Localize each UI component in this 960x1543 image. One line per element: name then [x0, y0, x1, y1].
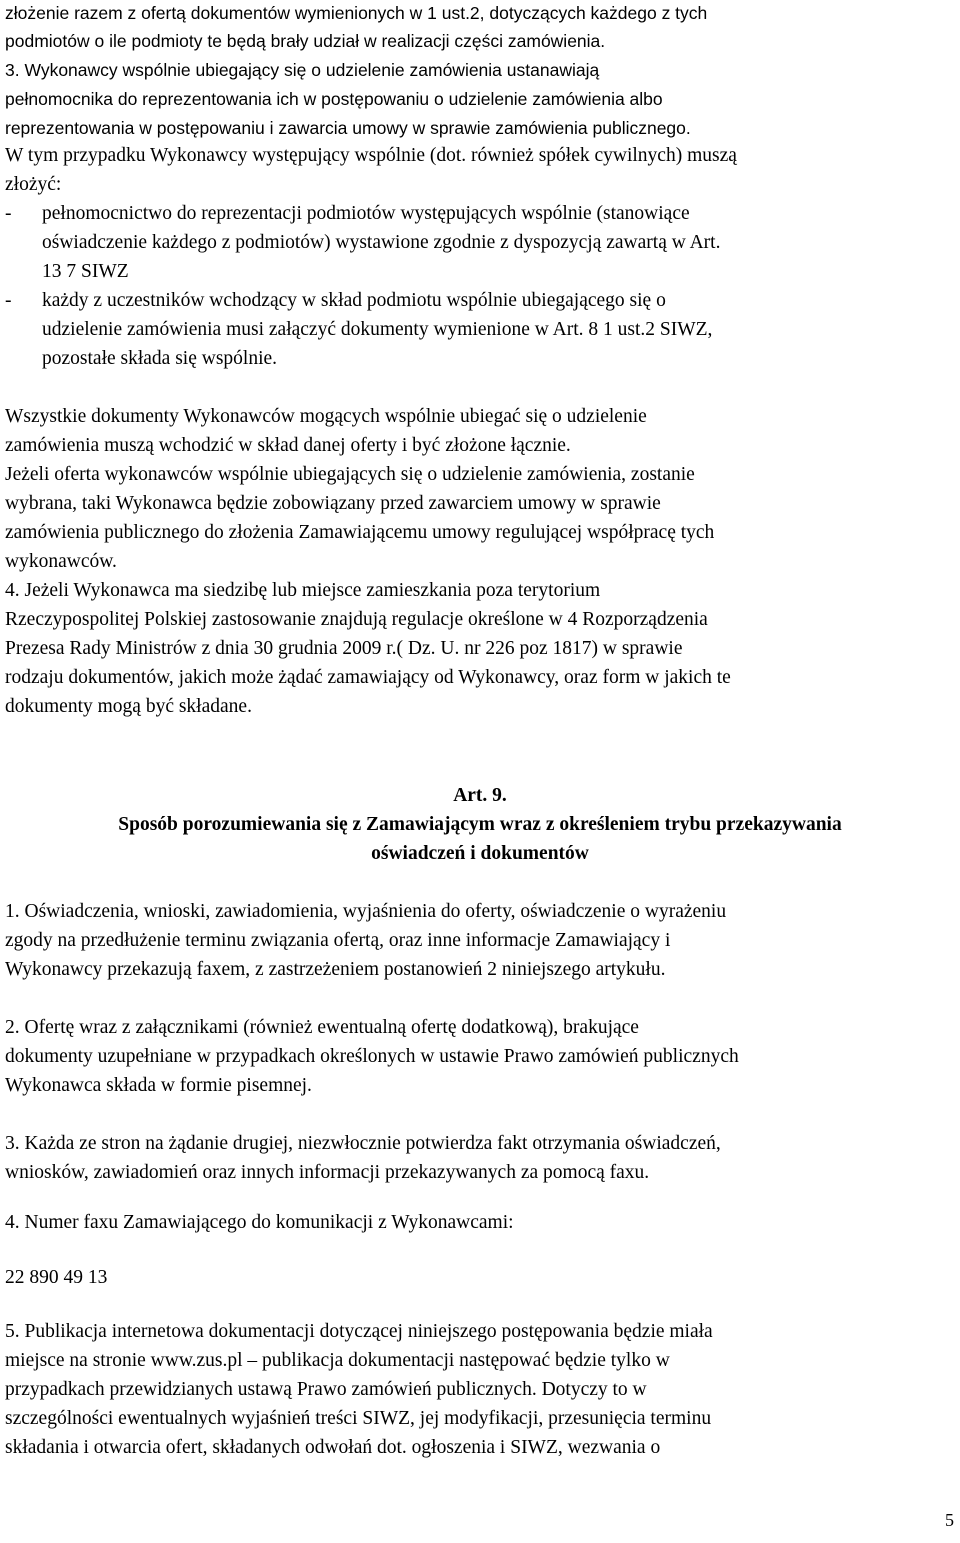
text-line: dokumenty mogą być składane.: [5, 696, 252, 717]
text-line: wykonawców.: [5, 551, 117, 572]
text-line: Wykonawca składa w formie pisemnej.: [5, 1075, 312, 1096]
text-line: 5. Publikacja internetowa dokumentacji dotyczącej niniejszego postępowania będzie miała: [5, 1321, 713, 1342]
article-number: Art. 9.: [453, 785, 507, 806]
text-line: Rzeczypospolitej Polskiej zastosowanie znajdują regulacje określone w 4 Rozporządzenia: [5, 609, 708, 630]
text-line: miejsce na stronie www.zus.pl – publikacja dokumentacji następować będzie tylko w: [5, 1350, 670, 1371]
text-line: 3. Wykonawcy wspólnie ubiegający się o udzielenie zamówienia ustanawiają: [5, 60, 600, 80]
text-line: 3. Każda ze stron na żądanie drugiej, niezwłocznie potwierdza fakt otrzymania oświadczeń,: [5, 1133, 721, 1154]
text-line: pełnomocnika do reprezentowania ich w postępowaniu o udzielenie zamówienia albo: [5, 89, 663, 109]
text-line: Prezesa Rady Ministrów z dnia 30 grudnia 2009 r.( Dz. U. nr 226 poz 1817) w sprawie: [5, 638, 683, 659]
article-title: oświadczeń i dokumentów: [371, 843, 589, 864]
article-title: Sposób porozumiewania się z Zamawiającym wraz z określeniem trybu przekazywania: [118, 814, 842, 835]
text-line: Wykonawcy przekazują faxem, z zastrzeżeniem postanowień 2 niniejszego artykułu.: [5, 959, 666, 980]
fax-number: 22 890 49 13: [5, 1267, 108, 1288]
text-line: zgody na przedłużenie terminu związania ofertą, oraz inne informacje Zamawiający i: [5, 930, 671, 951]
text-line: rodzaju dokumentów, jakich może żądać zamawiający od Wykonawcy, oraz form w jakich te: [5, 667, 731, 688]
text-line: 1. Oświadczenia, wnioski, zawiadomienia, wyjaśnienia do oferty, oświadczenie o wyrażeniu: [5, 901, 727, 922]
text-line: Jeżeli oferta wykonawców wspólnie ubiegających się o udzielenie zamówienia, zostanie: [5, 464, 695, 485]
text-line: zamówienia muszą wchodzić w skład danej oferty i być złożone łącznie.: [5, 435, 571, 456]
text-line: szczególności ewentualnych wyjaśnień treści SIWZ, jej modyfikacji, przesunięcia terminu: [5, 1408, 712, 1429]
text-line: pozostałe składa się wspólnie.: [42, 348, 278, 369]
text-line: 4. Jeżeli Wykonawca ma siedzibę lub miejsce zamieszkania poza terytorium: [5, 580, 601, 601]
text-line: dokumenty uzupełniane w przypadkach określonych w ustawie Prawo zamówień publicznych: [5, 1046, 739, 1067]
text-line: 13 7 SIWZ: [42, 261, 129, 282]
text-line: oświadczenie każdego z podmiotów) wystawione zgodnie z dyspozycją zawartą w Art.: [42, 232, 721, 253]
text-line: składania i otwarcia ofert, składanych odwołań dot. ogłoszenia i SIWZ, wezwania o: [5, 1437, 661, 1458]
text-line: 4. Numer faxu Zamawiającego do komunikacji z Wykonawcami:: [5, 1212, 514, 1233]
list-bullet: -: [5, 290, 12, 311]
text-line: podmiotów o ile podmioty te będą brały udział w realizacji części zamówienia.: [5, 31, 606, 51]
list-item: każdy z uczestników wchodzący w skład podmiotu wspólnie ubiegającego się o: [42, 290, 666, 311]
text-line: 2. Ofertę wraz z załącznikami (również ewentualną ofertę dodatkową), brakujące: [5, 1017, 639, 1038]
text-line: złożyć:: [5, 174, 62, 195]
text-line: złożenie razem z ofertą dokumentów wymienionych w 1 ust.2, dotyczących każdego z tych: [5, 3, 708, 23]
list-bullet: -: [5, 203, 12, 224]
text-line: zamówienia publicznego do złożenia Zamawiającemu umowy regulującej współpracę tych: [5, 522, 715, 543]
list-item: pełnomocnictwo do reprezentacji podmiotów występujących wspólnie (stanowiące: [42, 203, 690, 224]
text-line: reprezentowania w postępowaniu i zawarcia umowy w sprawie zamówienia publicznego.: [5, 118, 691, 138]
text-line: wybrana, taki Wykonawca będzie zobowiązany przed zawarciem umowy w sprawie: [5, 493, 661, 514]
text-line: udzielenie zamówienia musi załączyć dokumenty wymienione w Art. 8 1 ust.2 SIWZ,: [42, 319, 713, 340]
page-number: 5: [945, 1510, 954, 1530]
text-line: Wszystkie dokumenty Wykonawców mogących wspólnie ubiegać się o udzielenie: [5, 406, 647, 427]
text-line: wniosków, zawiadomień oraz innych informacji przekazywanych za pomocą faxu.: [5, 1162, 650, 1183]
text-line: W tym przypadku Wykonawcy występujący wspólnie (dot. również spółek cywilnych) muszą: [5, 145, 737, 166]
text-line: przypadkach przewidzianych ustawą Prawo zamówień publicznych. Dotyczy to w: [5, 1379, 647, 1400]
